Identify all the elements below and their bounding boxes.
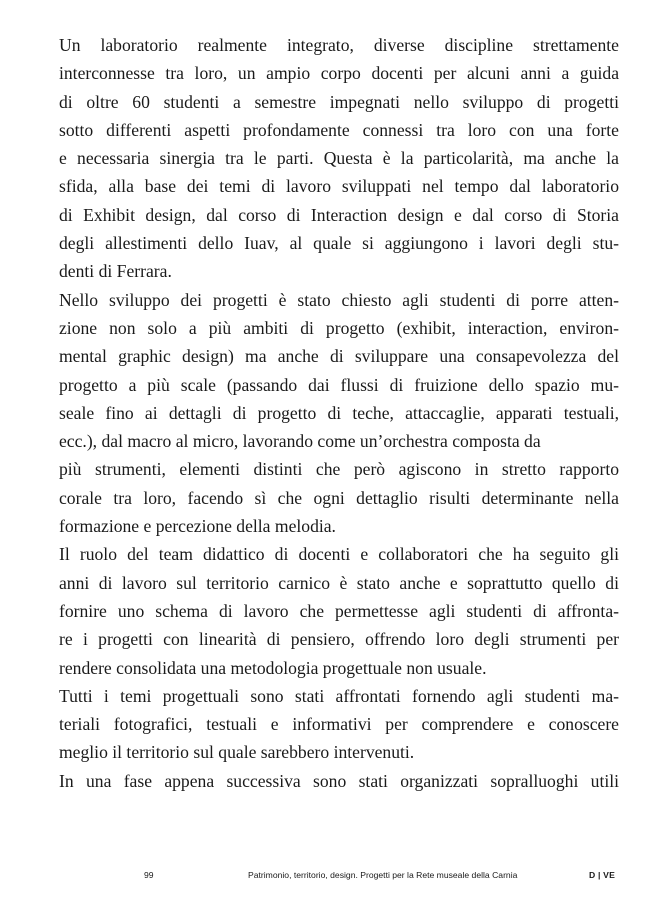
text-line: degli allestimenti dello Iuav, al quale si aggiungono i lavori degli stu- xyxy=(59,233,619,254)
text-line: re i progetti con linearità di pensiero, offrendo loro degli strumenti per xyxy=(59,629,619,650)
text-line: Un laboratorio realmente integrato, diverse discipline strettamente xyxy=(59,35,619,55)
text-line: fornire uno schema di lavoro che permettesse agli studenti di affronta- xyxy=(59,600,619,621)
text-line: interconnesse tra loro, un ampio corpo docenti per alcuni anni a guida xyxy=(59,63,619,84)
text-line: di oltre 60 studenti a semestre impegnati nello sviluppo di progetti xyxy=(59,91,619,112)
text-line: e necessaria sinergia tra le parti. Questa è la particolarità, ma anche la xyxy=(59,148,619,169)
body-text xyxy=(59,31,619,795)
text-line: sfida, alla base dei temi di lavoro sviluppati nel tempo dal laboratorio xyxy=(59,176,619,197)
text-line: meglio il territorio sul quale sarebbero intervenuti. xyxy=(59,742,415,763)
text-line: seale fino ai dettagli di progetto di teche, attaccaglie, apparati testuali, xyxy=(59,402,619,423)
text-line: mental graphic design) ma anche di sviluppare una consapevolezza del xyxy=(59,346,619,367)
text-line: teriali fotografici, testuali e informativi per comprendere e conoscere xyxy=(59,714,619,735)
text-line: Tutti i temi progettuali sono stati affrontati fornendo agli studenti ma- xyxy=(59,685,619,706)
text-line: progetto a più scale (passando dai flussi di fruizione dello spazio mu- xyxy=(59,374,619,395)
text-line: di Exhibit design, dal corso di Interaction design e dal corso di Storia xyxy=(59,204,619,225)
text-line: sotto differenti aspetti profondamente connessi tra loro con una forte xyxy=(59,119,619,140)
text-line: anni di lavoro sul territorio carnico è stato anche e soprattutto quello di xyxy=(59,572,619,593)
text-line: formazione e percezione della melodia. xyxy=(59,516,336,537)
text-line: più strumenti, elementi distinti che però agiscono in stretto rapporto xyxy=(59,459,619,480)
text-line: rendere consolidata una metodologia progettuale non usuale. xyxy=(59,657,487,678)
page-footer xyxy=(0,870,650,884)
page-number: 99 xyxy=(144,870,154,880)
text-line: Il ruolo del team didattico di docenti e collaboratori che ha seguito gli xyxy=(59,544,619,565)
text-line: ecc.), dal macro al micro, lavorando come un’orchestra composta da xyxy=(59,431,541,452)
text-line: corale tra loro, facendo sì che ogni dettaglio risulti determinante nella xyxy=(59,487,619,508)
text-line: Nello sviluppo dei progetti è stato chiesto agli studenti di porre atten- xyxy=(59,289,619,310)
text-line: zione non solo a più ambiti di progetto (exhibit, interaction, environ- xyxy=(59,317,619,338)
text-line: denti di Ferrara. xyxy=(59,261,172,282)
publisher-logo: D | VE xyxy=(589,870,616,880)
text-line: In una fase appena successiva sono stati organizzati sopralluoghi utili xyxy=(59,770,619,791)
running-title: Patrimonio, territorio, design. Progetti per la Rete museale della Carnia xyxy=(248,870,518,880)
